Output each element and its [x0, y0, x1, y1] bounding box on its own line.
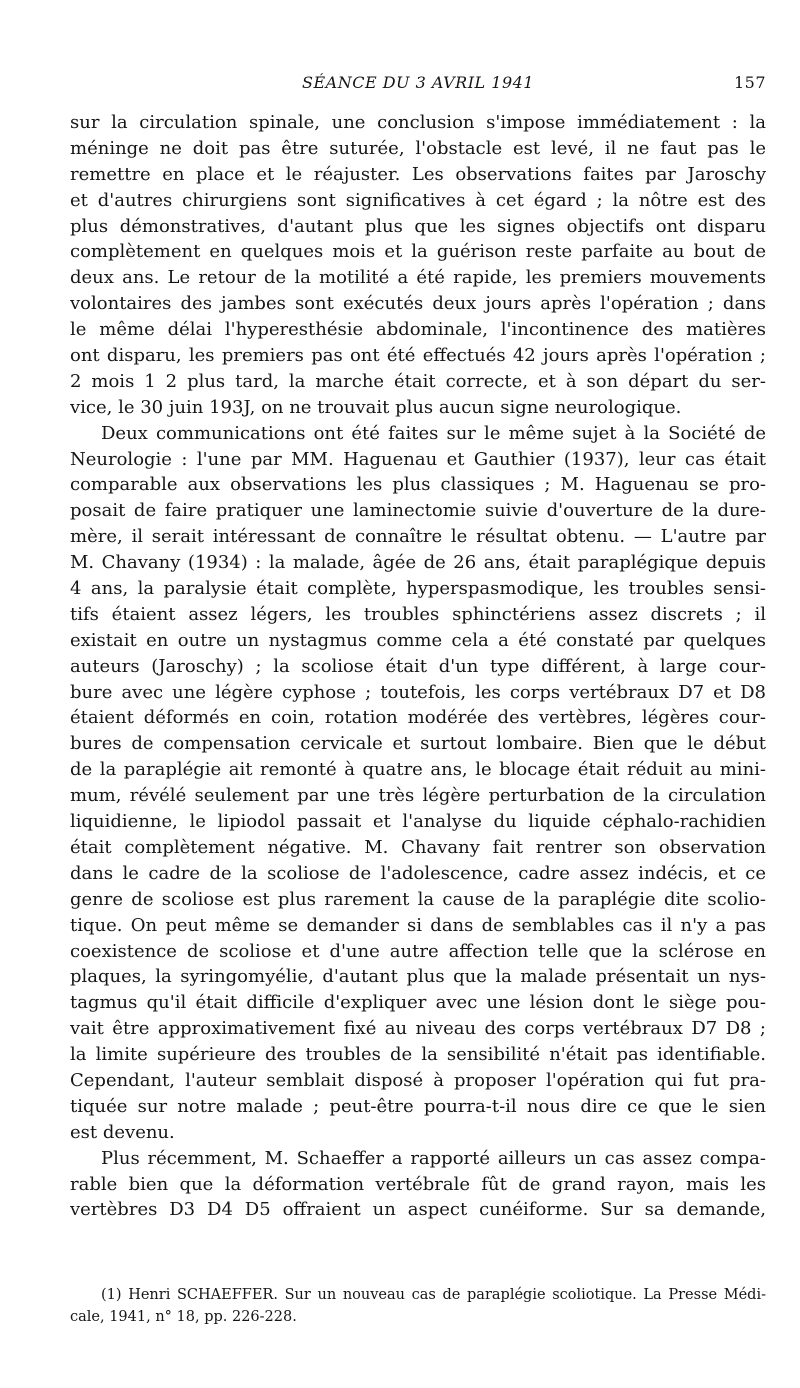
text-line: 2 mois 1 2 plus tard, la marche était correcte, et à son départ du ser- [70, 370, 766, 392]
text-line: mère, il serait intéressant de connaître le résultat obtenu. — L'autre par [70, 526, 766, 548]
text-line: genre de scoliose est plus rarement la cause de la paraplégie dite scolio- [70, 888, 766, 910]
text-line: dans le cadre de la scoliose de l'adolescence, cadre assez indécis, et ce [70, 862, 766, 884]
text-line: auteurs (Jaroschy) ; la scoliose était d'un type différent, à large cour- [70, 655, 766, 677]
text-line: était complètement négative. M. Chavany fait rentrer son observation [70, 836, 766, 858]
text-line: tiquée sur notre malade ; peut-être pourra-t-il nous dire ce que le sien [70, 1095, 766, 1117]
text-line: tifs étaient assez légers, les troubles sphinctériens assez discrets ; il [70, 603, 766, 625]
text-line: est devenu. [70, 1121, 175, 1143]
text-line: le même délai l'hyperesthésie abdominale, l'incontinence des matières [70, 319, 766, 341]
footnote-line: cale, 1941, n° 18, pp. 226-228. [70, 1309, 297, 1325]
text-line: 4 ans, la paralysie était complète, hyperspasmodique, les troubles sensi- [70, 578, 766, 600]
text-line: tagmus qu'il était difficile d'expliquer avec une lésion dont le siège pou- [70, 992, 766, 1014]
running-header [70, 73, 766, 99]
text-line: et d'autres chirurgiens sont significatives à cet égard ; la nôtre est des [70, 189, 766, 211]
text-line: remettre en place et le réajuster. Les observations faites par Jaroschy [70, 163, 766, 185]
text-line: mum, révélé seulement par une très légère perturbation de la circulation [70, 785, 766, 807]
text-line: Plus récemment, M. Schaeffer a rapporté ailleurs un cas assez compa- [101, 1147, 766, 1169]
text-line: vait être approximativement fixé au niveau des corps vertébraux D7 D8 ; [70, 1018, 766, 1040]
text-line: Deux communications ont été faites sur le même sujet à la Société de [101, 422, 766, 444]
text-line: comparable aux observations les plus classiques ; M. Haguenau se pro- [70, 474, 766, 496]
text-line: vice, le 30 juin 193J, on ne trouvait plus aucun signe neurologique. [70, 396, 682, 418]
text-line: Neurologie : l'une par MM. Haguenau et Gauthier (1937), leur cas était [70, 448, 766, 470]
text-line: complètement en quelques mois et la guérison reste parfaite au bout de [70, 241, 766, 263]
body-text [70, 110, 766, 1223]
text-line: liquidienne, le lipiodol passait et l'analyse du liquide céphalo-rachidien [70, 811, 766, 833]
text-line: méninge ne doit pas être suturée, l'obstacle est levé, il ne faut pas le [70, 137, 766, 159]
text-line: vertèbres D3 D4 D5 offraient un aspect cunéiforme. Sur sa demande, [70, 1199, 766, 1221]
text-line: ont disparu, les premiers pas ont été effectués 42 jours après l'opération ; [70, 345, 766, 367]
text-line: étaient déformés en coin, rotation modérée des vertèbres, légères cour- [70, 707, 766, 729]
text-line: la limite supérieure des troubles de la sensibilité n'était pas identifiable. [70, 1044, 766, 1066]
text-line: posait de faire pratiquer une laminectomie suivie d'ouverture de la dure- [70, 500, 766, 522]
text-line: sur la circulation spinale, une conclusion s'impose immédiatement : la [70, 112, 766, 133]
text-line: bures de compensation cervicale et surtout lombaire. Bien que le début [70, 733, 766, 755]
text-line: rable bien que la déformation vertébrale fût de grand rayon, mais les [70, 1173, 766, 1195]
text-line: M. Chavany (1934) : la malade, âgée de 26 ans, était paraplégique depuis [70, 552, 766, 574]
page-number: 157 [733, 73, 766, 92]
footnote [70, 1284, 766, 1328]
text-line: Cependant, l'auteur semblait disposé à proposer l'opération qui fut pra- [70, 1069, 766, 1091]
text-line: plaques, la syringomyélie, d'autant plus que la malade présentait un nys- [70, 966, 766, 988]
text-line: tique. On peut même se demander si dans de semblables cas il n'y a pas [70, 914, 766, 936]
text-line: deux ans. Le retour de la motilité a été rapide, les premiers mouvements [70, 267, 766, 289]
text-line: de la paraplégie ait remonté à quatre ans, le blocage était réduit au mini- [70, 759, 766, 781]
footnote-line: (1) Henri SCHAEFFER. Sur un nouveau cas de paraplégie scoliotique. La Presse Médi- [101, 1287, 766, 1303]
text-line: existait en outre un nystagmus comme cela a été constaté par quelques [70, 629, 766, 651]
text-line: coexistence de scoliose et d'une autre affection telle que la sclérose en [70, 940, 766, 962]
text-line: volontaires des jambes sont exécutés deux jours après l'opération ; dans [70, 293, 766, 315]
text-line: plus démonstratives, d'autant plus que les signes objectifs ont disparu [70, 215, 766, 237]
text-line: bure avec une légère cyphose ; toutefois, les corps vertébraux D7 et D8 [70, 681, 766, 703]
running-title: SÉANCE DU 3 AVRIL 1941 [302, 73, 534, 92]
